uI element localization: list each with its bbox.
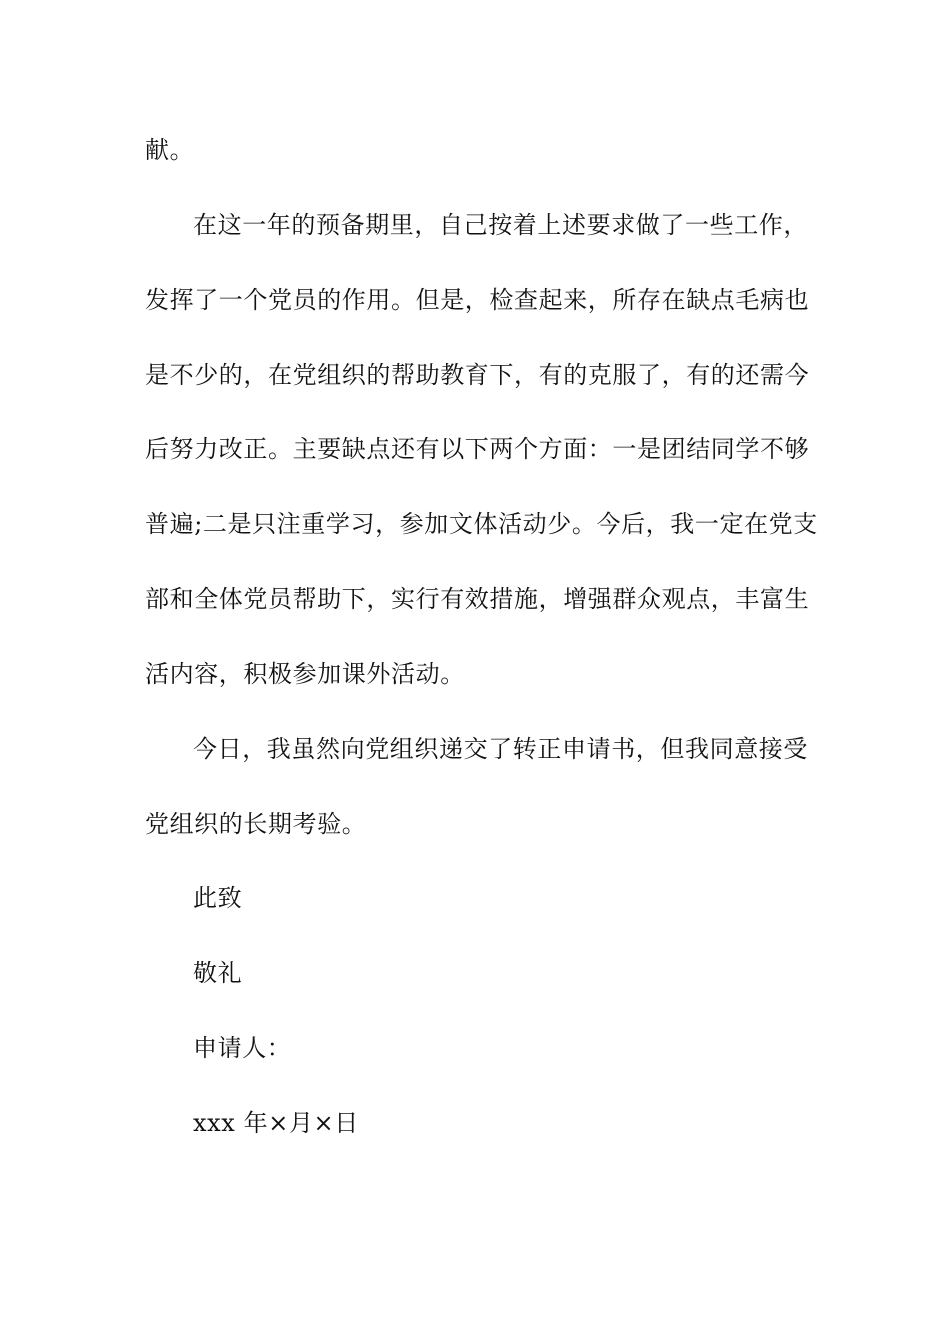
text-line-10: 党组织的长期考验。	[145, 810, 367, 838]
closing-line-2: 敬礼	[193, 959, 243, 987]
date-line: xxx 年×月×日	[193, 1109, 359, 1137]
closing-line-1: 此致	[193, 884, 243, 912]
text-line-9: 今日，我虽然向党组织递交了转正申请书，但我同意接受	[193, 735, 808, 763]
text-line-5: 后努力改正。主要缺点还有以下两个方面：一是团结同学不够	[145, 435, 810, 463]
applicant-line: 申请人：	[193, 1034, 292, 1062]
text-line-1: 献。	[145, 136, 195, 164]
text-line-8: 活内容，积极参加课外活动。	[145, 660, 465, 688]
text-line-6: 普遍;二是只注重学习，参加文体活动少。今后，我一定在党支	[145, 510, 818, 538]
text-line-4: 是不少的，在党组织的帮助教育下，有的克服了，有的还需今	[145, 361, 810, 389]
text-line-3: 发挥了一个党员的作用。但是，检查起来，所存在缺点毛病也	[145, 286, 810, 314]
text-line-2: 在这一年的预备期里，自己按着上述要求做了一些工作，	[193, 211, 808, 239]
text-line-7: 部和全体党员帮助下，实行有效措施，增强群众观点，丰富生	[145, 585, 810, 613]
